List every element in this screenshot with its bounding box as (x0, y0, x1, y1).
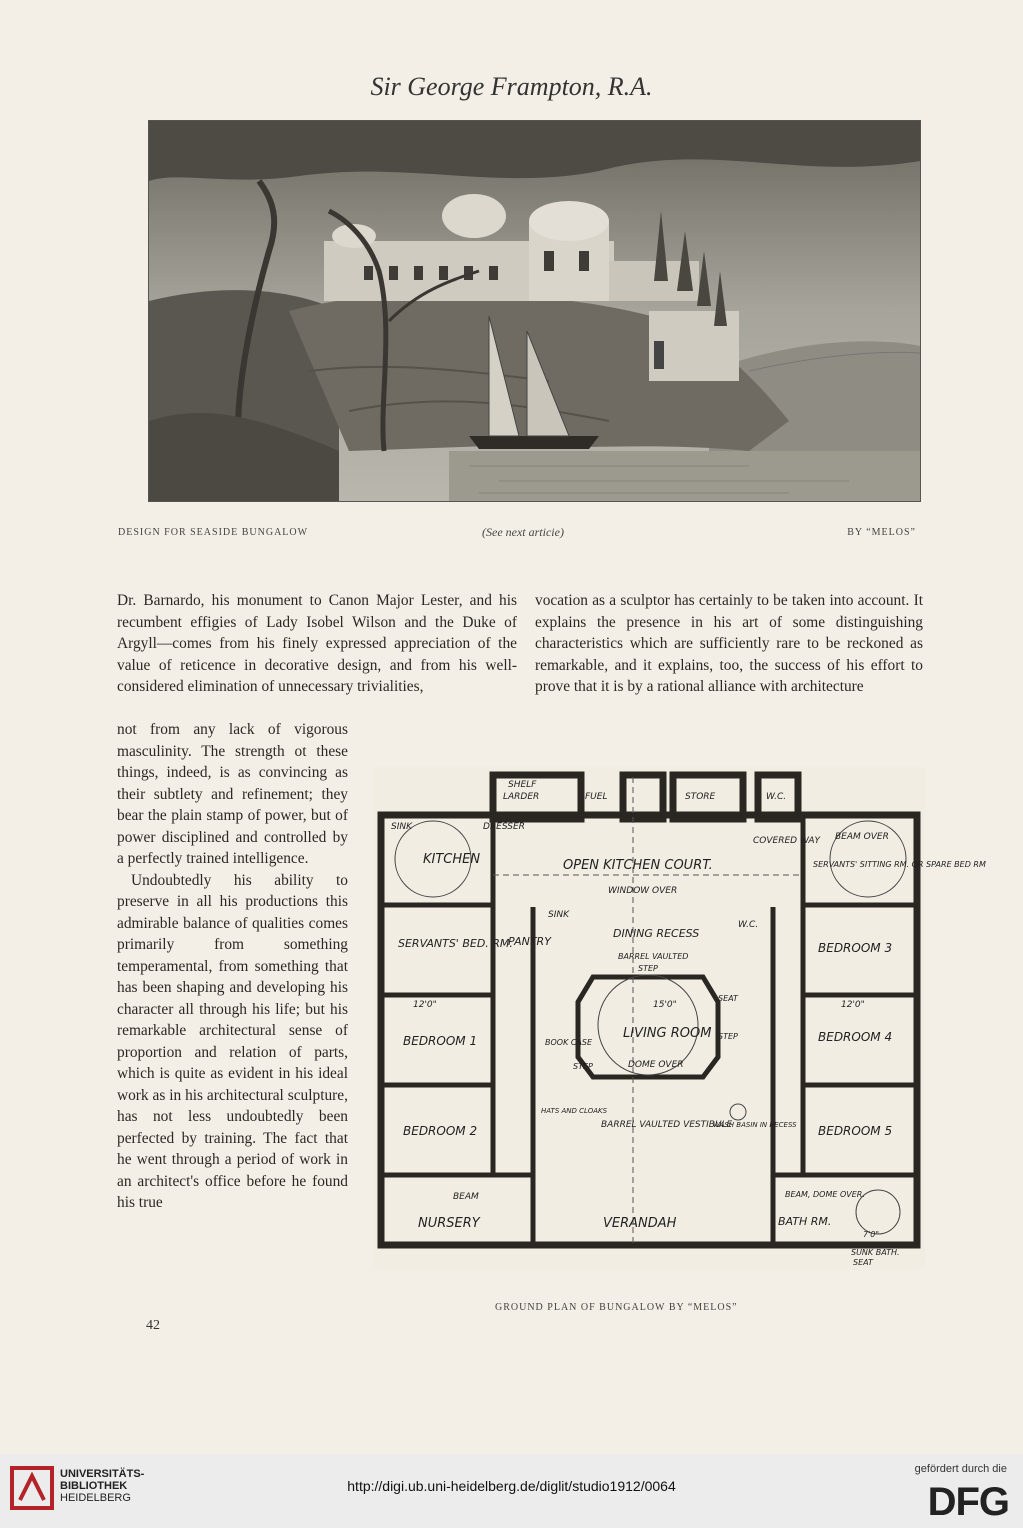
paragraph: Undoubtedly his ability to preserve in all his productions this admirable balance of qualities comes primarily from something temperamental, from something that has been shaping and developing his character all through his life; but his remarkable architectural sense of proportion and relation of parts, which is quite as evident in his ideal work as in his architectural sculpture, has not less undoubtedly been perfected by training. The fact that he went through a period of work in an architect's office before he found his true (117, 871, 348, 1211)
plan-label: NURSERY (418, 1216, 480, 1231)
plan-label: WASH BASIN IN RECESS (713, 1121, 797, 1129)
plan-label: COVERED WAY (753, 836, 821, 846)
plan-label: BEAM, DOME OVER. (785, 1190, 865, 1199)
plan-label: DINING RECESS (613, 927, 700, 940)
permalink-url[interactable]: http://digi.ub.uni-heidelberg.de/diglit/studio1912/0064 (347, 1478, 676, 1494)
caption-artist: BY “MELOS” (847, 527, 916, 538)
plan-caption: GROUND PLAN OF BUNGALOW BY “MELOS” (495, 1302, 738, 1313)
plan-label: SUNK BATH. (851, 1248, 900, 1257)
plan-label: BEDROOM 3 (818, 941, 893, 955)
plan-label: BOOK CASE (545, 1038, 593, 1047)
plan-label: BEAM OVER (835, 832, 889, 842)
plan-label: VERANDAH (603, 1216, 677, 1231)
caption-note: (See next articie) (482, 525, 564, 539)
plan-label: FUEL (585, 792, 608, 802)
plan-label: SHELF (508, 780, 537, 790)
plan-label: BEDROOM 4 (818, 1030, 893, 1044)
running-title: Sir George Frampton, R.A. (370, 72, 653, 101)
plan-label: SEAT (853, 1258, 873, 1267)
plan-label: PANTRY (508, 935, 551, 948)
plan-label: 12'0" (841, 1000, 865, 1010)
plan-label: DOME OVER (628, 1060, 684, 1070)
plan-label: STORE (685, 792, 716, 802)
paragraph: not from any lack of vigorous masculinity. The strength ot these things, indeed, is as convincing as their subtlety and refinement; they bear the plain stamp of power, but of power disciplined and controlled by a perfectly trained intelligence. (117, 721, 348, 867)
plan-label: W.C. (766, 792, 787, 802)
plan-label: DRESSER (483, 822, 525, 832)
plan-label: OPEN KITCHEN COURT. (563, 858, 713, 873)
plan-label: BARREL VAULTED (618, 952, 689, 961)
plan-label: BEDROOM 1 (403, 1034, 478, 1048)
ground-plan (373, 767, 986, 1270)
library-name-line: UNIVERSITÄTS- (60, 1468, 145, 1480)
plan-label: BEAM (453, 1192, 479, 1202)
plan-label: KITCHEN (423, 852, 481, 867)
seaside-bungalow-illustration (148, 120, 921, 502)
funder-logo: DFG (927, 1480, 1009, 1524)
plan-label: 7'0" (863, 1230, 880, 1239)
plan-label: STEP (638, 964, 658, 973)
plan-label: LARDER (503, 792, 540, 802)
body-text-left-top: Dr. Barnardo, his monument to Canon Major Lester, and his recumbent effigies of Lady Isobel Wilson and the Duke of Argyll—comes from his finely expressed appreciation of the value of reticence in decorative design, and from his well-considered elimination of unnecessary trivialities, (117, 592, 517, 695)
plan-label: HATS AND CLOAKS (541, 1107, 608, 1115)
plan-label: SEAT (718, 994, 738, 1003)
plan-label: W.C. (738, 920, 759, 930)
illustration-caption (118, 527, 916, 543)
plan-label: WINDOW OVER (608, 886, 678, 896)
plan-label: SERVANTS' BED. RM. (398, 937, 513, 950)
plan-label: SINK (548, 910, 570, 920)
library-name-line: BIBLIOTHEK (60, 1480, 128, 1492)
body-text-right-top: vocation as a sculptor has certainly to be taken into account. It explains the presence in his art of some distinguishing characteristics which are sufficiently rare to be reckoned as remarkable, and it explains, too, the success of his effort to prove that it is by a rational alliance with architecture (535, 592, 923, 695)
plan-label: BATH RM. (778, 1215, 832, 1228)
digitization-footer (0, 1454, 1023, 1528)
plan-label: STEP (573, 1062, 593, 1071)
page-number: 42 (146, 1318, 160, 1333)
plan-label: SINK (391, 822, 413, 832)
funded-by-text: gefördert durch die (914, 1463, 1007, 1475)
plan-label: STEP (718, 1032, 738, 1041)
plan-label: BARREL VAULTED VESTIBULE (601, 1120, 733, 1130)
plan-label: BEDROOM 5 (818, 1124, 893, 1138)
body-text-left-narrow (117, 719, 348, 1214)
plan-label: 15'0" (653, 1000, 677, 1010)
library-name-line: HEIDELBERG (60, 1492, 131, 1504)
plan-label: SERVANTS' SITTING RM. OR SPARE BED RM (813, 860, 986, 869)
caption-title: DESIGN FOR SEASIDE BUNGALOW (118, 527, 309, 538)
plan-label: BEDROOM 2 (403, 1124, 478, 1138)
plan-label: 12'0" (413, 1000, 437, 1010)
plan-label: LIVING ROOM (623, 1026, 712, 1041)
